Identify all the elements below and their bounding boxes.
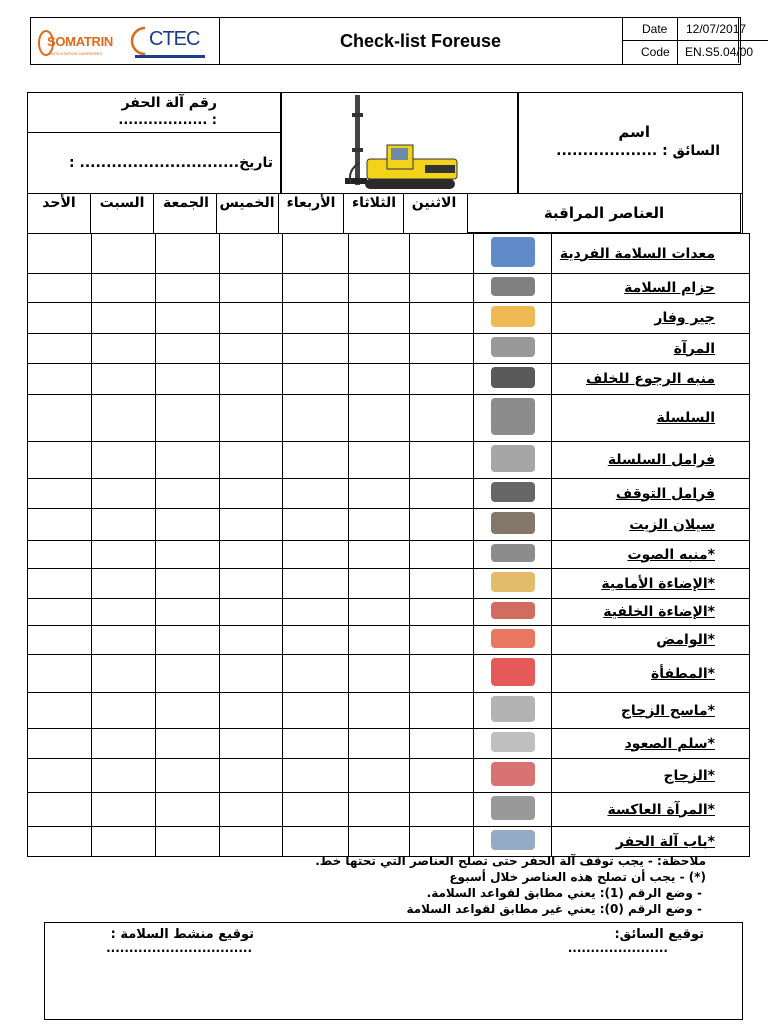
check-cell[interactable] — [156, 395, 220, 442]
check-cell[interactable] — [349, 334, 410, 364]
item-label: جير وفار — [552, 303, 750, 334]
check-cell[interactable] — [220, 274, 283, 303]
check-cell[interactable] — [283, 541, 349, 569]
check-cell[interactable] — [156, 303, 220, 334]
check-cell[interactable] — [92, 693, 156, 729]
check-cell[interactable] — [410, 693, 474, 729]
check-cell[interactable] — [92, 479, 156, 509]
check-cell[interactable] — [28, 395, 92, 442]
check-cell[interactable] — [28, 827, 92, 857]
check-cell[interactable] — [349, 442, 410, 479]
check-cell[interactable] — [28, 599, 92, 626]
mirror-icon — [474, 334, 552, 364]
table-row — [28, 442, 750, 479]
item-label: المرآة — [552, 334, 750, 364]
check-cell[interactable] — [92, 599, 156, 626]
check-cell[interactable] — [283, 364, 349, 395]
check-cell[interactable] — [92, 793, 156, 827]
door-icon — [474, 827, 552, 857]
check-cell[interactable] — [283, 334, 349, 364]
date-value: 12/07/2017 — [686, 22, 747, 36]
rear-light-icon — [474, 599, 552, 626]
blinker-icon — [474, 626, 552, 655]
code-label: Code — [641, 45, 670, 59]
page-title: Check-list Foreuse — [219, 18, 623, 64]
check-cell[interactable] — [410, 364, 474, 395]
date-row — [622, 18, 768, 40]
table-row — [28, 759, 750, 793]
check-cell[interactable] — [92, 364, 156, 395]
check-cell[interactable] — [28, 334, 92, 364]
table-row — [28, 334, 750, 364]
check-cell[interactable] — [156, 541, 220, 569]
table-row — [28, 364, 750, 395]
driver-name-label: اسم — [618, 123, 650, 141]
table-row — [28, 626, 750, 655]
check-cell[interactable] — [410, 303, 474, 334]
driver-signature-field[interactable]: ...................... — [567, 941, 668, 955]
somatrin-logo-text: SOMATRIN — [47, 34, 113, 49]
machine-info-box — [27, 92, 282, 194]
check-cell[interactable] — [92, 569, 156, 599]
check-cell[interactable] — [92, 442, 156, 479]
driver-signature-label: توقيع السائق: — [614, 927, 704, 942]
check-cell[interactable] — [283, 599, 349, 626]
check-cell[interactable] — [283, 303, 349, 334]
check-cell[interactable] — [156, 793, 220, 827]
check-cell[interactable] — [410, 509, 474, 541]
glass-icon — [474, 759, 552, 793]
track-chain-icon — [474, 395, 552, 442]
driver-info-box — [517, 92, 743, 194]
table-row — [28, 303, 750, 334]
check-cell[interactable] — [28, 626, 92, 655]
beacon-light-icon — [474, 303, 552, 334]
code-row — [622, 41, 768, 63]
check-cell[interactable] — [92, 729, 156, 759]
check-cell[interactable] — [283, 759, 349, 793]
seatbelt-icon — [474, 274, 552, 303]
check-cell[interactable] — [156, 479, 220, 509]
ctec-logo-text: CTEC — [149, 28, 200, 50]
date-field[interactable]: تاريخ.............................. : — [69, 155, 273, 171]
check-cell[interactable] — [28, 234, 92, 274]
check-cell[interactable] — [28, 729, 92, 759]
note-line-1: ملاحظة: - يجب توقف آلة الحفر حتى تصلح العناصر التي تحتها خط. — [315, 854, 706, 868]
check-cell[interactable] — [220, 759, 283, 793]
table-row — [28, 541, 750, 569]
item-label: *باب آلة الحفر — [552, 827, 750, 857]
item-label: *الإضاءة الخلفية — [552, 599, 750, 626]
check-cell[interactable] — [283, 793, 349, 827]
reverse-alarm-icon — [474, 364, 552, 395]
check-cell[interactable] — [28, 509, 92, 541]
check-cell[interactable] — [220, 793, 283, 827]
ppe-icons — [474, 234, 552, 274]
check-cell[interactable] — [349, 693, 410, 729]
check-cell[interactable] — [410, 569, 474, 599]
table-row — [28, 599, 750, 626]
code-value: EN.S5.04/00 — [685, 45, 754, 59]
check-cell[interactable] — [92, 509, 156, 541]
machine-number-field[interactable]: .................. : — [118, 113, 217, 128]
check-cell[interactable] — [28, 541, 92, 569]
check-cell[interactable] — [92, 626, 156, 655]
check-cell[interactable] — [410, 334, 474, 364]
check-cell[interactable] — [28, 479, 92, 509]
check-cell[interactable] — [283, 569, 349, 599]
check-cell[interactable] — [349, 599, 410, 626]
machine-number-label: رقم آلة الحفر — [121, 95, 217, 111]
item-label: *منبه الصوت — [552, 541, 750, 569]
check-cell[interactable] — [283, 442, 349, 479]
check-cell[interactable] — [410, 541, 474, 569]
parking-brake-icon — [474, 479, 552, 509]
check-cell[interactable] — [28, 569, 92, 599]
elements-header: العناصر المراقبة — [467, 193, 741, 233]
table-row — [28, 274, 750, 303]
check-cell[interactable] — [220, 599, 283, 626]
check-cell[interactable] — [156, 334, 220, 364]
date-label: Date — [642, 22, 668, 36]
check-cell[interactable] — [349, 759, 410, 793]
note-line-2: (*) - يجب أن تصلح هذه العناصر خلال أسبوع — [449, 870, 706, 884]
day-saturday: السبت — [99, 195, 145, 211]
note-line-4: - وضع الرقم (0): يعني غير مطابق لقواعد السلامة — [406, 902, 702, 916]
safety-signature-label: توقيع منشط السلامة : — [110, 927, 254, 942]
check-cell[interactable] — [156, 364, 220, 395]
check-cell[interactable] — [92, 334, 156, 364]
check-cell[interactable] — [349, 729, 410, 759]
oil-leak-icon — [474, 509, 552, 541]
check-cell[interactable] — [28, 759, 92, 793]
check-cell[interactable] — [220, 442, 283, 479]
check-cell[interactable] — [283, 479, 349, 509]
check-cell[interactable] — [349, 827, 410, 857]
check-cell[interactable] — [349, 626, 410, 655]
check-cell[interactable] — [349, 509, 410, 541]
item-label: *الإضاءة الأمامية — [552, 569, 750, 599]
check-cell[interactable] — [92, 234, 156, 274]
ctec-logo — [125, 24, 215, 60]
check-cell[interactable] — [28, 442, 92, 479]
check-cell[interactable] — [28, 655, 92, 693]
check-cell[interactable] — [349, 274, 410, 303]
item-label: السلسلة — [552, 395, 750, 442]
check-cell[interactable] — [220, 693, 283, 729]
check-cell[interactable] — [156, 626, 220, 655]
check-cell[interactable] — [220, 626, 283, 655]
document-header — [30, 17, 754, 65]
check-cell[interactable] — [349, 541, 410, 569]
extinguisher-icon — [474, 655, 552, 693]
check-cell[interactable] — [410, 793, 474, 827]
day-friday: الجمعة — [163, 195, 209, 211]
check-cell[interactable] — [156, 442, 220, 479]
check-cell[interactable] — [283, 655, 349, 693]
check-cell[interactable] — [92, 303, 156, 334]
check-cell[interactable] — [220, 234, 283, 274]
somatrin-logo-subtext: EXPLOITATION CARRIERES — [49, 51, 102, 56]
check-cell[interactable] — [156, 509, 220, 541]
check-cell[interactable] — [156, 693, 220, 729]
check-cell[interactable] — [349, 303, 410, 334]
check-cell[interactable] — [410, 479, 474, 509]
table-row — [28, 395, 750, 442]
check-cell[interactable] — [220, 479, 283, 509]
check-cell[interactable] — [220, 334, 283, 364]
check-cell[interactable] — [28, 693, 92, 729]
check-cell[interactable] — [220, 569, 283, 599]
check-cell[interactable] — [283, 626, 349, 655]
check-cell[interactable] — [410, 655, 474, 693]
check-cell[interactable] — [283, 234, 349, 274]
check-cell[interactable] — [349, 479, 410, 509]
table-row — [28, 729, 750, 759]
rear-mirror-icon — [474, 793, 552, 827]
check-cell[interactable] — [410, 759, 474, 793]
item-label: *الوامض — [552, 626, 750, 655]
item-label: فرامل السلسلة — [552, 442, 750, 479]
check-cell[interactable] — [156, 759, 220, 793]
check-cell[interactable] — [410, 442, 474, 479]
check-cell[interactable] — [28, 303, 92, 334]
logo-area — [31, 18, 220, 64]
note-line-3: - وضع الرقم (1): يعني مطابق لقواعد السلامة. — [426, 886, 702, 900]
check-cell[interactable] — [92, 759, 156, 793]
check-cell[interactable] — [28, 364, 92, 395]
day-sunday: الأحد — [42, 195, 76, 211]
check-cell[interactable] — [349, 793, 410, 827]
check-cell[interactable] — [410, 599, 474, 626]
check-cell[interactable] — [283, 509, 349, 541]
item-label: سيلان الزيت — [552, 509, 750, 541]
table-row — [28, 234, 750, 274]
table-row — [28, 827, 750, 857]
check-cell[interactable] — [410, 729, 474, 759]
table-row — [28, 569, 750, 599]
check-cell[interactable] — [156, 599, 220, 626]
drill-rig-image — [337, 93, 467, 197]
check-cell[interactable] — [92, 541, 156, 569]
track-brake-icon — [474, 442, 552, 479]
check-cell[interactable] — [283, 395, 349, 442]
check-cell[interactable] — [156, 274, 220, 303]
check-cell[interactable] — [156, 729, 220, 759]
check-cell[interactable] — [283, 827, 349, 857]
check-cell[interactable] — [156, 827, 220, 857]
meta-block — [622, 18, 754, 64]
check-cell[interactable] — [220, 303, 283, 334]
check-cell[interactable] — [283, 693, 349, 729]
check-cell[interactable] — [92, 395, 156, 442]
wiper-icon — [474, 693, 552, 729]
somatrin-logo — [37, 26, 111, 60]
check-cell[interactable] — [349, 655, 410, 693]
table-row — [28, 793, 750, 827]
check-cell[interactable] — [349, 395, 410, 442]
item-label: *الزجاج — [552, 759, 750, 793]
item-label: *سلم الصعود — [552, 729, 750, 759]
item-label: *ماسح الزجاج — [552, 693, 750, 729]
checklist-table — [27, 233, 750, 857]
item-label: *المطفأة — [552, 655, 750, 693]
check-cell[interactable] — [410, 274, 474, 303]
check-cell[interactable] — [410, 234, 474, 274]
day-thursday: الخميس — [219, 195, 275, 211]
check-cell[interactable] — [92, 655, 156, 693]
check-cell[interactable] — [349, 364, 410, 395]
table-row — [28, 479, 750, 509]
check-cell[interactable] — [28, 793, 92, 827]
safety-signature-field[interactable]: ................................ — [106, 941, 252, 955]
day-monday: الاثنين — [411, 195, 457, 211]
item-label: *المرآة العاكسة — [552, 793, 750, 827]
check-cell[interactable] — [220, 827, 283, 857]
check-cell[interactable] — [156, 569, 220, 599]
check-cell[interactable] — [28, 274, 92, 303]
check-cell[interactable] — [220, 509, 283, 541]
check-cell[interactable] — [92, 274, 156, 303]
check-cell[interactable] — [220, 655, 283, 693]
horn-icon — [474, 541, 552, 569]
check-cell[interactable] — [349, 569, 410, 599]
item-label: منبه الرجوع للخلف — [552, 364, 750, 395]
day-wednesday: الأربعاء — [286, 195, 336, 211]
check-cell[interactable] — [349, 234, 410, 274]
check-cell[interactable] — [283, 274, 349, 303]
check-cell[interactable] — [410, 626, 474, 655]
check-cell[interactable] — [92, 827, 156, 857]
day-tuesday: الثلاثاء — [351, 195, 397, 211]
item-label: معدات السلامة الفردية — [552, 234, 750, 274]
check-cell[interactable] — [220, 395, 283, 442]
item-label: حزام السلامة — [552, 274, 750, 303]
check-cell[interactable] — [156, 234, 220, 274]
check-cell[interactable] — [410, 827, 474, 857]
table-row — [28, 509, 750, 541]
table-row — [28, 693, 750, 729]
check-cell[interactable] — [220, 729, 283, 759]
machine-photo-box — [280, 92, 519, 194]
front-light-icon — [474, 569, 552, 599]
table-row — [28, 655, 750, 693]
check-cell[interactable] — [156, 655, 220, 693]
check-cell[interactable] — [410, 395, 474, 442]
check-cell[interactable] — [220, 364, 283, 395]
signature-box — [44, 922, 743, 1020]
ladder-icon — [474, 729, 552, 759]
driver-name-field[interactable]: السائق : ................... — [556, 143, 720, 159]
item-label: فرامل التوقف — [552, 479, 750, 509]
check-cell[interactable] — [283, 729, 349, 759]
check-cell[interactable] — [220, 541, 283, 569]
